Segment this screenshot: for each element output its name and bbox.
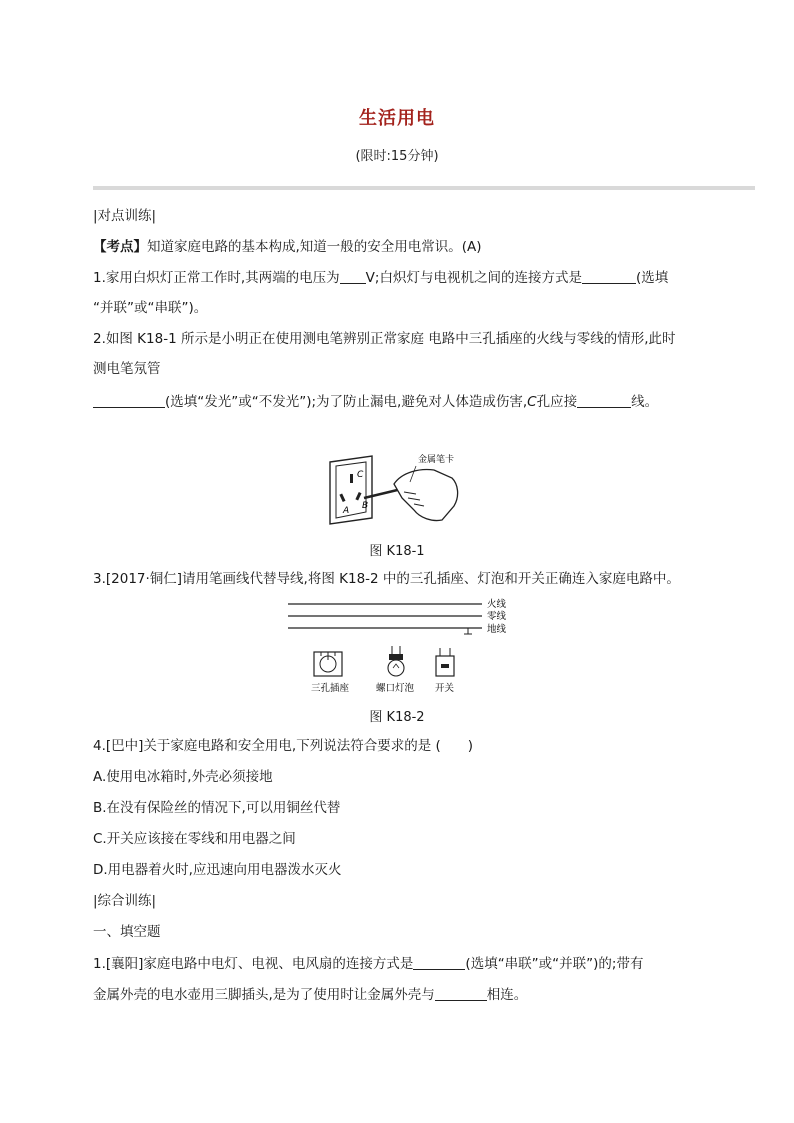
hole-c-shape: [350, 474, 353, 483]
divider: [93, 186, 755, 190]
question-3: 3.[2017·铜仁]请用笔画线代替导线,将图 K18-2 中的三孔插座、灯泡和开关正确连入家庭电路中。: [93, 571, 680, 587]
switch-label: 开关: [435, 683, 455, 694]
hand: [394, 470, 458, 521]
q5-blank-2[interactable]: [435, 986, 487, 1001]
live-wire-label: 火线: [487, 599, 507, 610]
q1-text-c: (选填: [635, 270, 669, 286]
part-heading-fill-blank: 一、填空题: [93, 924, 161, 940]
figure-k18-2: [280, 594, 520, 696]
question-2-line-3: [93, 393, 658, 411]
q5-text-a: 1.[襄阳]家庭电路中电灯、电视、电风扇的连接方式是: [93, 956, 414, 972]
question-2-line-2: 测电笔氖管: [93, 361, 161, 377]
bulb-glass: [388, 660, 404, 676]
q2-text-c: (选填“发光”或“不发光”);为了防止漏电,避免对人体造成伤害,: [165, 394, 528, 410]
socket-label: 三孔插座: [311, 683, 350, 694]
question-2-line-1: 2.如图 K18-1 所示是小明正在使用测电笔辨别正常家庭 电路中三孔插座的火线与零线的情形,此时: [93, 331, 676, 347]
question-4-option-d[interactable]: D.用电器着火时,应迅速向用电器泼水灭火: [93, 862, 342, 878]
q2-blank-2[interactable]: [577, 393, 631, 408]
question-1-line-1: [93, 269, 668, 287]
bulb-label: 螺口灯泡: [376, 683, 415, 694]
hole-a-label: A: [343, 506, 350, 516]
ground-wire-label: 地线: [487, 624, 507, 635]
q1-text-a: 1.家用白炽灯正常工作时,其两端的电压为: [93, 270, 340, 286]
question-4-option-b[interactable]: B.在没有保险丝的情况下,可以用铜丝代替: [93, 800, 341, 816]
question-4-option-a[interactable]: A.使用电冰箱时,外壳必须接地: [93, 769, 273, 785]
question-5-line-2: [93, 986, 527, 1004]
q2-blank-1[interactable]: [93, 393, 165, 408]
neutral-wire-label: 零线: [487, 611, 507, 622]
q1-blank-1[interactable]: [340, 269, 366, 284]
hole-b-label: B: [362, 501, 369, 511]
question-4-option-c[interactable]: C.开关应该接在零线和用电器之间: [93, 831, 296, 847]
switch-toggle: [441, 664, 449, 668]
kaodian-label: 【考点】: [93, 239, 147, 255]
question-1-line-2: “并联”或“串联”)。: [93, 300, 208, 316]
section-heading-practice: |对点训练|: [93, 208, 157, 224]
q1-text-b: V;白炽灯与电视机之间的连接方式是: [365, 270, 582, 286]
section-heading-comprehensive: |综合训练|: [93, 893, 157, 909]
q5-text-c: 金属外壳的电水壶用三脚插头,是为了使用时让金属外壳与: [93, 987, 435, 1003]
kaodian-line: [93, 238, 482, 256]
q2-text-d: 孔应接: [536, 394, 578, 410]
figure-k18-1: [324, 448, 474, 530]
time-limit: (限时:15分钟): [355, 149, 439, 164]
question-4-stem: 4.[巴中]关于家庭电路和安全用电,下列说法符合要求的是 ( ): [93, 738, 474, 754]
question-5-line-1: [93, 955, 643, 973]
q1-blank-2[interactable]: [582, 269, 636, 284]
q2-text-e: 线。: [631, 394, 659, 410]
hole-c-label: C: [357, 470, 364, 480]
q5-text-d: 相连。: [486, 987, 528, 1003]
figure-k18-2-caption: 图 K18-2: [369, 710, 425, 725]
q5-text-b: (选填“串联”或“并联”)的;带有: [465, 956, 644, 972]
q2-hole-c: C: [527, 394, 537, 410]
page-title: 生活用电: [359, 108, 435, 129]
figure-k18-1-caption: 图 K18-1: [369, 544, 425, 559]
bulb-base: [389, 654, 403, 660]
q5-blank-1[interactable]: [413, 955, 465, 970]
pen-clip-label: 金属笔卡: [418, 455, 455, 465]
kaodian-text: 知道家庭电路的基本构成,知道一般的安全用电常识。(A): [147, 239, 482, 255]
